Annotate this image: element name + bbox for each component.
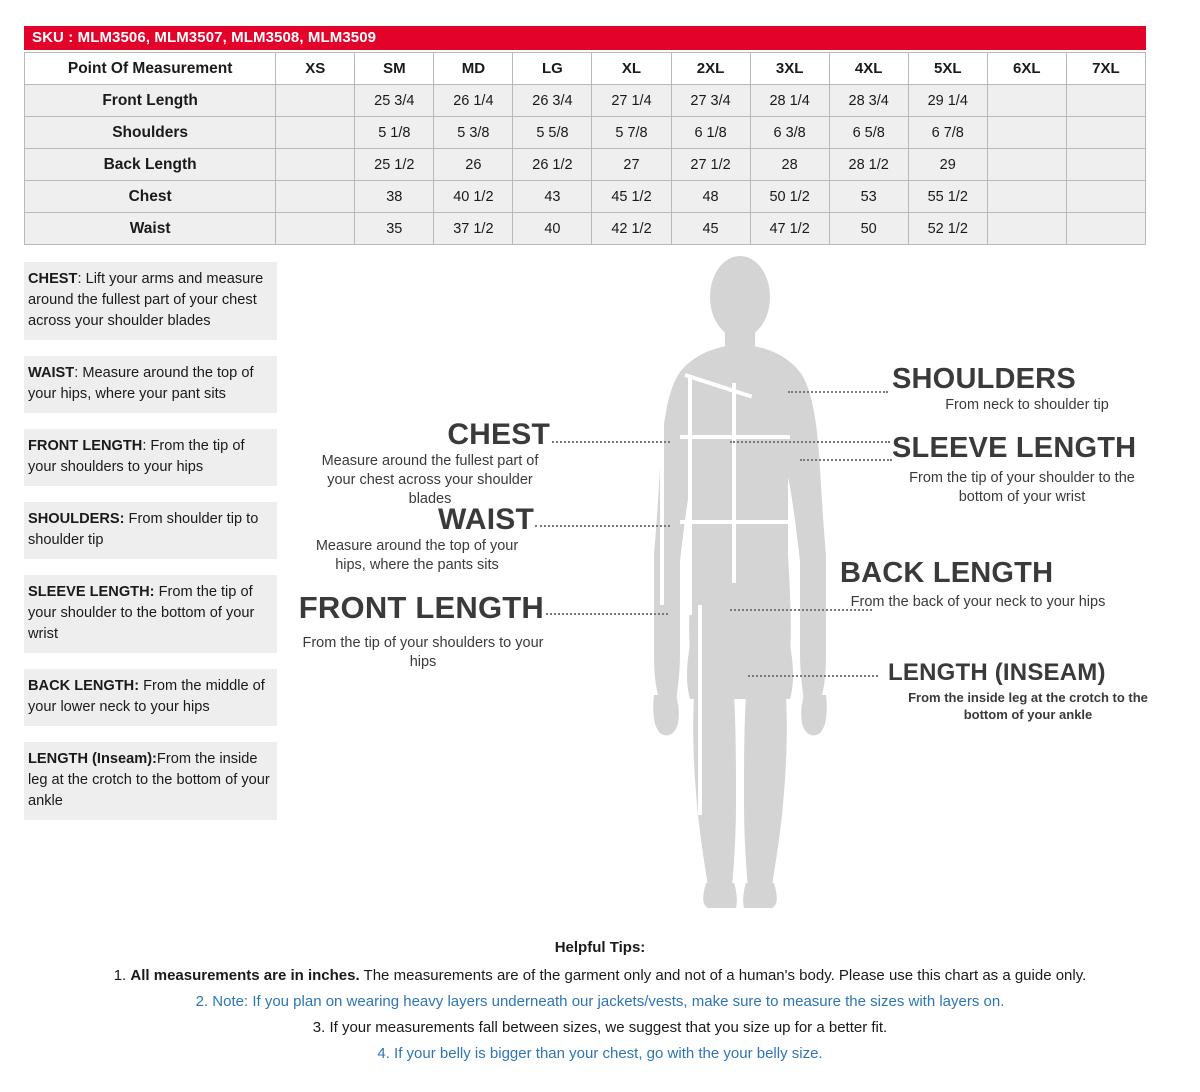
label-inseam-sub: From the inside leg at the crotch to the bottom of your ankle: [908, 690, 1148, 722]
table-cell: 40 1/2: [434, 181, 513, 213]
table-row: [25, 117, 1146, 149]
table-cell: 50: [829, 213, 908, 245]
label-waist-sub: Measure around the top of your hips, where the pants sits: [315, 538, 519, 573]
tips-title: Helpful Tips:: [554, 939, 646, 956]
table-cell: [987, 117, 1066, 149]
shoulders-leader-dots: [788, 391, 888, 393]
label-waist: [300, 503, 534, 575]
table-cell: 50 1/2: [750, 181, 829, 213]
definition-text: From the tip of your shoulders to your hips: [28, 438, 245, 475]
label-front-length: [280, 590, 544, 672]
tip-item-3: 3. If your measurements fall between sizes, we suggest that you size up for a better fit.: [312, 1019, 888, 1036]
column-header: 7XL: [1066, 53, 1145, 85]
body-silhouette-icon: [610, 255, 870, 915]
table-cell: 28 1/2: [829, 149, 908, 181]
table-cell: 45 1/2: [592, 181, 671, 213]
table-row: [25, 149, 1146, 181]
table-cell: 38: [355, 181, 434, 213]
table-cell: [987, 149, 1066, 181]
definition-text: From the tip of your shoulder to the bottom of your wrist: [28, 584, 255, 642]
definition-term: LENGTH (Inseam):: [28, 751, 157, 767]
definition-chest: [24, 262, 277, 340]
measurement-definitions: [24, 262, 277, 836]
label-inseam-title: LENGTH (INSEAM): [888, 659, 1106, 686]
column-header: Point Of Measurement: [25, 53, 276, 85]
table-cell: 27 3/4: [671, 85, 750, 117]
table-cell: [276, 213, 355, 245]
table-header-row: [25, 53, 1146, 85]
measurement-diagram: [280, 255, 1180, 915]
column-header: XL: [592, 53, 671, 85]
table-cell: 53: [829, 181, 908, 213]
definition-text: Measure around the top of your hips, where your pant sits: [28, 365, 254, 402]
table-cell: 6 1/8: [671, 117, 750, 149]
row-label: Chest: [25, 181, 276, 213]
label-chest: [300, 418, 550, 509]
size-chart-table: [24, 52, 1146, 245]
table-cell: 43: [513, 181, 592, 213]
column-header: 3XL: [750, 53, 829, 85]
table-cell: 25 3/4: [355, 85, 434, 117]
definition-term: BACK LENGTH:: [28, 678, 140, 694]
table-cell: 25 1/2: [355, 149, 434, 181]
definition-term: SHOULDERS:: [28, 511, 125, 527]
tip-item-1: [0, 963, 1200, 989]
label-sleeve-length-title: SLEEVE LENGTH: [892, 432, 1137, 464]
table-cell: [1066, 117, 1145, 149]
definition-term: SLEEVE LENGTH:: [28, 584, 155, 600]
table-cell: [987, 181, 1066, 213]
table-cell: 28 3/4: [829, 85, 908, 117]
definition-separator: :: [77, 271, 86, 287]
table-cell: 47 1/2: [750, 213, 829, 245]
tip-item-4: 4. If your belly is bigger than your chest, go with the your belly size.: [377, 1045, 823, 1062]
table-cell: 29 1/4: [908, 85, 987, 117]
column-header: MD: [434, 53, 513, 85]
label-shoulders: [892, 363, 1182, 415]
definition-front-length: [24, 429, 277, 486]
definition-text: From the middle of your lower neck to your hips: [28, 678, 265, 715]
table-cell: [276, 117, 355, 149]
definition-term: CHEST: [28, 271, 78, 287]
back-length-line: [688, 375, 692, 615]
table-cell: [276, 85, 355, 117]
table-cell: 45: [671, 213, 750, 245]
definition-text: From the inside leg at the crotch to the bottom of your ankle: [28, 751, 270, 809]
table-row: [25, 85, 1146, 117]
row-label: Waist: [25, 213, 276, 245]
column-header: 4XL: [829, 53, 908, 85]
row-label: Front Length: [25, 85, 276, 117]
label-chest-title: CHEST: [447, 418, 550, 451]
definition-text: From shoulder tip to shoulder tip: [28, 511, 259, 548]
label-back-length-sub: From the back of your neck to your hips: [850, 594, 1106, 610]
table-cell: 40: [513, 213, 592, 245]
tip-number: 1.: [113, 967, 131, 984]
column-header: LG: [513, 53, 592, 85]
label-shoulders-sub: From neck to shoulder tip: [945, 397, 1109, 413]
table-cell: 6 3/8: [750, 117, 829, 149]
front-length-leader-dots: [546, 613, 668, 615]
tip-text: The measurements are of the garment only and not of a human's body. Please use this chart as a guide only.: [359, 967, 1087, 984]
table-cell: 42 1/2: [592, 213, 671, 245]
definition-text: Lift your arms and measure around the fullest part of your chest across your shoulder blades: [28, 271, 264, 329]
table-cell: [987, 85, 1066, 117]
definition-waist: [24, 356, 277, 413]
table-cell: 26 1/2: [513, 149, 592, 181]
table-cell: 35: [355, 213, 434, 245]
label-back-length: [840, 557, 1130, 612]
sku-header: SKU : MLM3506, MLM3507, MLM3508, MLM3509: [24, 26, 1146, 50]
row-label: Back Length: [25, 149, 276, 181]
label-front-length-title: FRONT LENGTH: [298, 590, 544, 625]
sleeve-length-leader-dots: [800, 459, 892, 461]
column-header: 5XL: [908, 53, 987, 85]
definition-inseam: [24, 742, 277, 820]
front-length-line: [660, 370, 664, 605]
table-cell: [1066, 213, 1145, 245]
definition-separator: :: [142, 438, 151, 454]
waist-leader-dots: [535, 525, 670, 527]
inseam-leader-dots: [748, 675, 878, 677]
table-cell: [276, 181, 355, 213]
sleeve-upper-leader-dots: [730, 441, 890, 443]
table-cell: [1066, 85, 1145, 117]
table-row: [25, 181, 1146, 213]
sleeve-length-line: [732, 383, 736, 583]
table-cell: 5 5/8: [513, 117, 592, 149]
column-header: SM: [355, 53, 434, 85]
table-cell: 6 5/8: [829, 117, 908, 149]
table-row: [25, 213, 1146, 245]
tip-bold: All measurements are in inches.: [130, 967, 360, 984]
helpful-tips: [0, 935, 1200, 1067]
definition-term: FRONT LENGTH: [28, 438, 143, 454]
table-cell: [1066, 149, 1145, 181]
definition-separator: :: [74, 365, 83, 381]
table-cell: 27 1/4: [592, 85, 671, 117]
definition-shoulders: [24, 502, 277, 559]
label-waist-title: WAIST: [438, 503, 534, 536]
table-cell: 5 3/8: [434, 117, 513, 149]
table-cell: 48: [671, 181, 750, 213]
table-cell: 37 1/2: [434, 213, 513, 245]
table-cell: [276, 149, 355, 181]
table-cell: 5 1/8: [355, 117, 434, 149]
column-header: 2XL: [671, 53, 750, 85]
table-cell: 55 1/2: [908, 181, 987, 213]
table-cell: 28: [750, 149, 829, 181]
table-cell: 26 1/4: [434, 85, 513, 117]
label-front-length-sub: From the tip of your shoulders to your hips: [302, 635, 544, 670]
label-back-length-title: BACK LENGTH: [840, 557, 1054, 589]
table-cell: 28 1/4: [750, 85, 829, 117]
inseam-line: [698, 605, 702, 815]
label-sleeve-length-sub: From the tip of your shoulder to the bottom of your wrist: [909, 470, 1135, 505]
label-sleeve-length: [892, 432, 1182, 507]
table-cell: [987, 213, 1066, 245]
row-label: Shoulders: [25, 117, 276, 149]
table-cell: 29: [908, 149, 987, 181]
label-chest-sub: Measure around the fullest part of your chest across your shoulder blades: [321, 453, 539, 507]
table-cell: 5 7/8: [592, 117, 671, 149]
chest-leader-dots: [552, 441, 670, 443]
table-cell: [1066, 181, 1145, 213]
table-cell: 27 1/2: [671, 149, 750, 181]
table-cell: 27: [592, 149, 671, 181]
label-shoulders-title: SHOULDERS: [892, 363, 1076, 395]
definition-sleeve-length: [24, 575, 277, 653]
table-cell: 6 7/8: [908, 117, 987, 149]
table-cell: 26 3/4: [513, 85, 592, 117]
label-inseam: [888, 659, 1178, 723]
column-header: XS: [276, 53, 355, 85]
definition-back-length: [24, 669, 277, 726]
tip-item-2: 2. Note: If you plan on wearing heavy layers underneath our jackets/vests, make sure to measure the sizes with layers on.: [195, 993, 1005, 1010]
table-cell: 52 1/2: [908, 213, 987, 245]
table-cell: 26: [434, 149, 513, 181]
column-header: 6XL: [987, 53, 1066, 85]
definition-term: WAIST: [28, 365, 75, 381]
